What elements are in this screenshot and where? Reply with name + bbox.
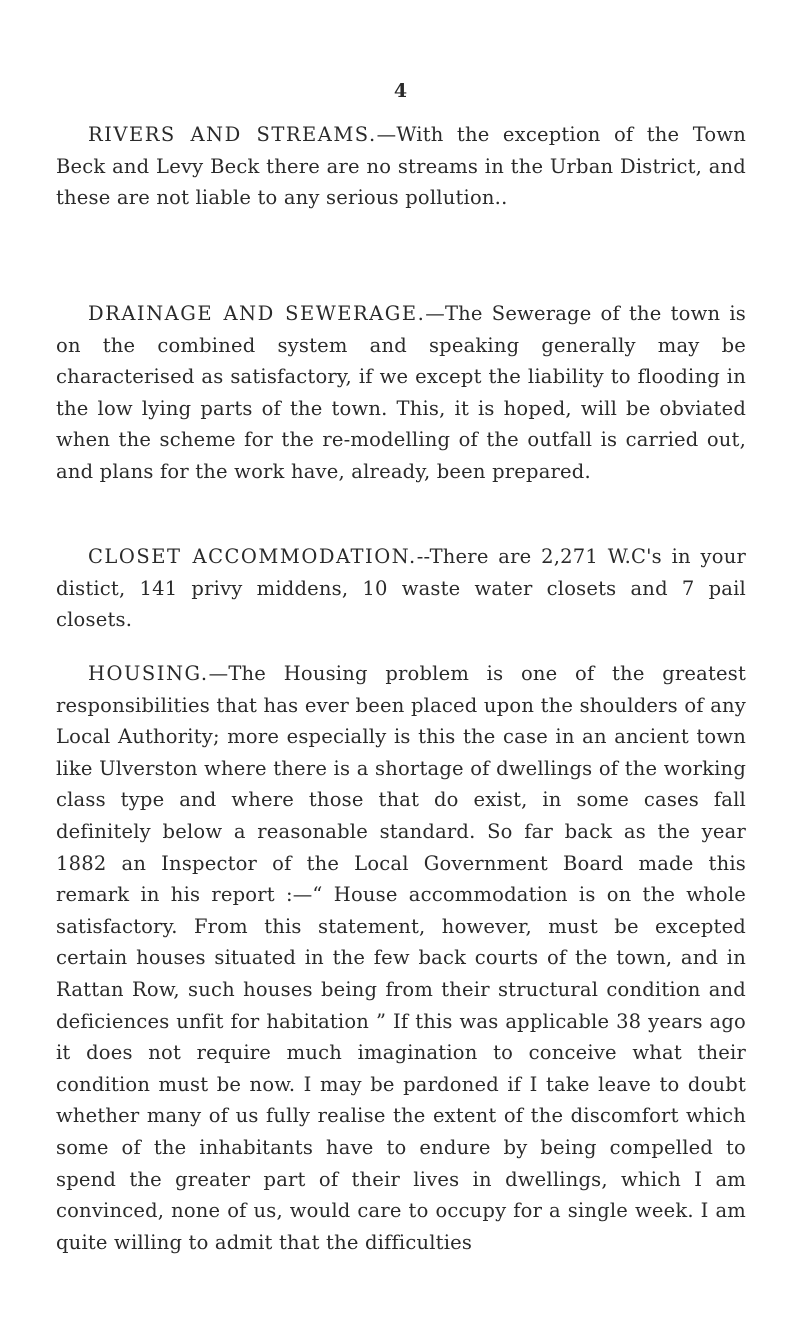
paragraph-housing (56, 658, 746, 1275)
heading-closet-accommodation: CLOSET ACCOMMODATION. (88, 545, 417, 568)
body-drainage-and-sewerage: —The Sewerage of the town is on the combined system and speaking generally may be characterised as satisfactory, if we except the liability to flooding in the low lying parts of the town. This, it is hoped, will be obviated when the scheme for the re-modelling of the outfall is carried out, and plans for the work have, already, been prepared. (56, 302, 746, 483)
page-number: 4 (393, 80, 408, 102)
body-closet-accommodation: --There are 2,271 W.C's in your distict, 141 privy middens, 10 waste water closets and 7 pail closets. (56, 545, 746, 632)
body-rivers-and-streams: —With the exception of the Town Beck and Levy Beck there are no streams in the Urban District, and these are not liable to any serious pollution.. (56, 123, 746, 210)
paragraph-rivers-and-streams (56, 119, 746, 230)
heading-drainage-and-sewerage: DRAINAGE AND SEWERAGE. (88, 302, 426, 325)
heading-housing: HOUSING. (88, 662, 209, 685)
heading-rivers-and-streams: RIVERS AND STREAMS. (88, 123, 377, 146)
paragraph-closet-accommodation (56, 541, 746, 652)
body-housing: —The Housing problem is one of the greatest responsibilities that has ever been placed upon the shoulders of any Local Authority; more especially is this the case in an ancient town like Ulverston where there is a shortage of dwellings of the working class type and where those that do exist, in some cases fall definitely below a reasonable standard. So far back as the year 1882 an Inspector of the Local Government Board made this remark in his report :—“ House accommodation is on the whole satisfactory. From this statement, however, must be excepted certain houses situated in the few back courts of the town, and in Rattan Row, such houses being from their structural condition and deficiences unfit for habitation ” If this was applicable 38 years ago it does not require much imagination to conceive what their condition must be now. I may be pardoned if I take leave to doubt whether many of us fully realise the extent of the discomfort which some of the inhabitants have to endure by being compelled to spend the greater part of their lives in dwellings, which I am convinced, none of us, would care to occupy for a single week. I am quite willing to admit that the difficulties (56, 662, 746, 1254)
paragraph-drainage-and-sewerage (56, 298, 746, 504)
